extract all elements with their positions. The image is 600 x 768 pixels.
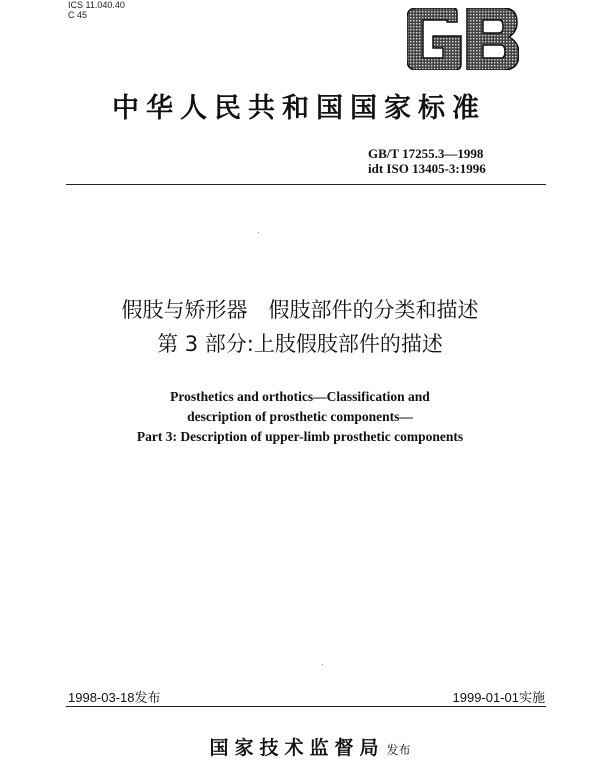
ccs-code: C 45	[68, 10, 88, 20]
chinese-title-line-2: 第 3 部分:上肢假肢部件的描述	[157, 332, 443, 356]
scan-speck	[258, 232, 259, 233]
chinese-document-title	[40, 293, 560, 361]
chinese-title-line-1: 假肢与矫形器 假肢部件的分类和描述	[121, 298, 479, 322]
publisher-action: 发布	[386, 743, 411, 757]
classification-codes	[68, 0, 125, 20]
english-title-line-3: Part 3: Description of upper-limb prosthetic components	[136, 429, 464, 444]
implementation-date: 1999-01-01实施	[452, 690, 545, 705]
english-title-line-2: description of prosthetic components—	[187, 409, 413, 424]
footer-divider	[66, 706, 546, 707]
ics-code: ICS 11.040.40	[68, 0, 125, 10]
standard-category-title: 中华人民共和国国家标准	[112, 93, 486, 124]
english-title-line-1: Prosthetics and orthotics—Classification and	[170, 389, 430, 404]
standard-numbers	[368, 146, 486, 176]
header-divider	[66, 184, 546, 185]
english-document-title	[60, 387, 540, 447]
publisher	[150, 733, 470, 760]
gb-standard-number: GB/T 17255.3—1998	[368, 146, 484, 161]
publisher-name: 国家技术监督局	[209, 737, 385, 759]
scan-speck	[322, 664, 323, 665]
gb-logo	[407, 8, 519, 70]
iso-equivalent-number: idt ISO 13405-3:1996	[368, 161, 486, 176]
issue-date: 1998-03-18发布	[68, 690, 161, 705]
